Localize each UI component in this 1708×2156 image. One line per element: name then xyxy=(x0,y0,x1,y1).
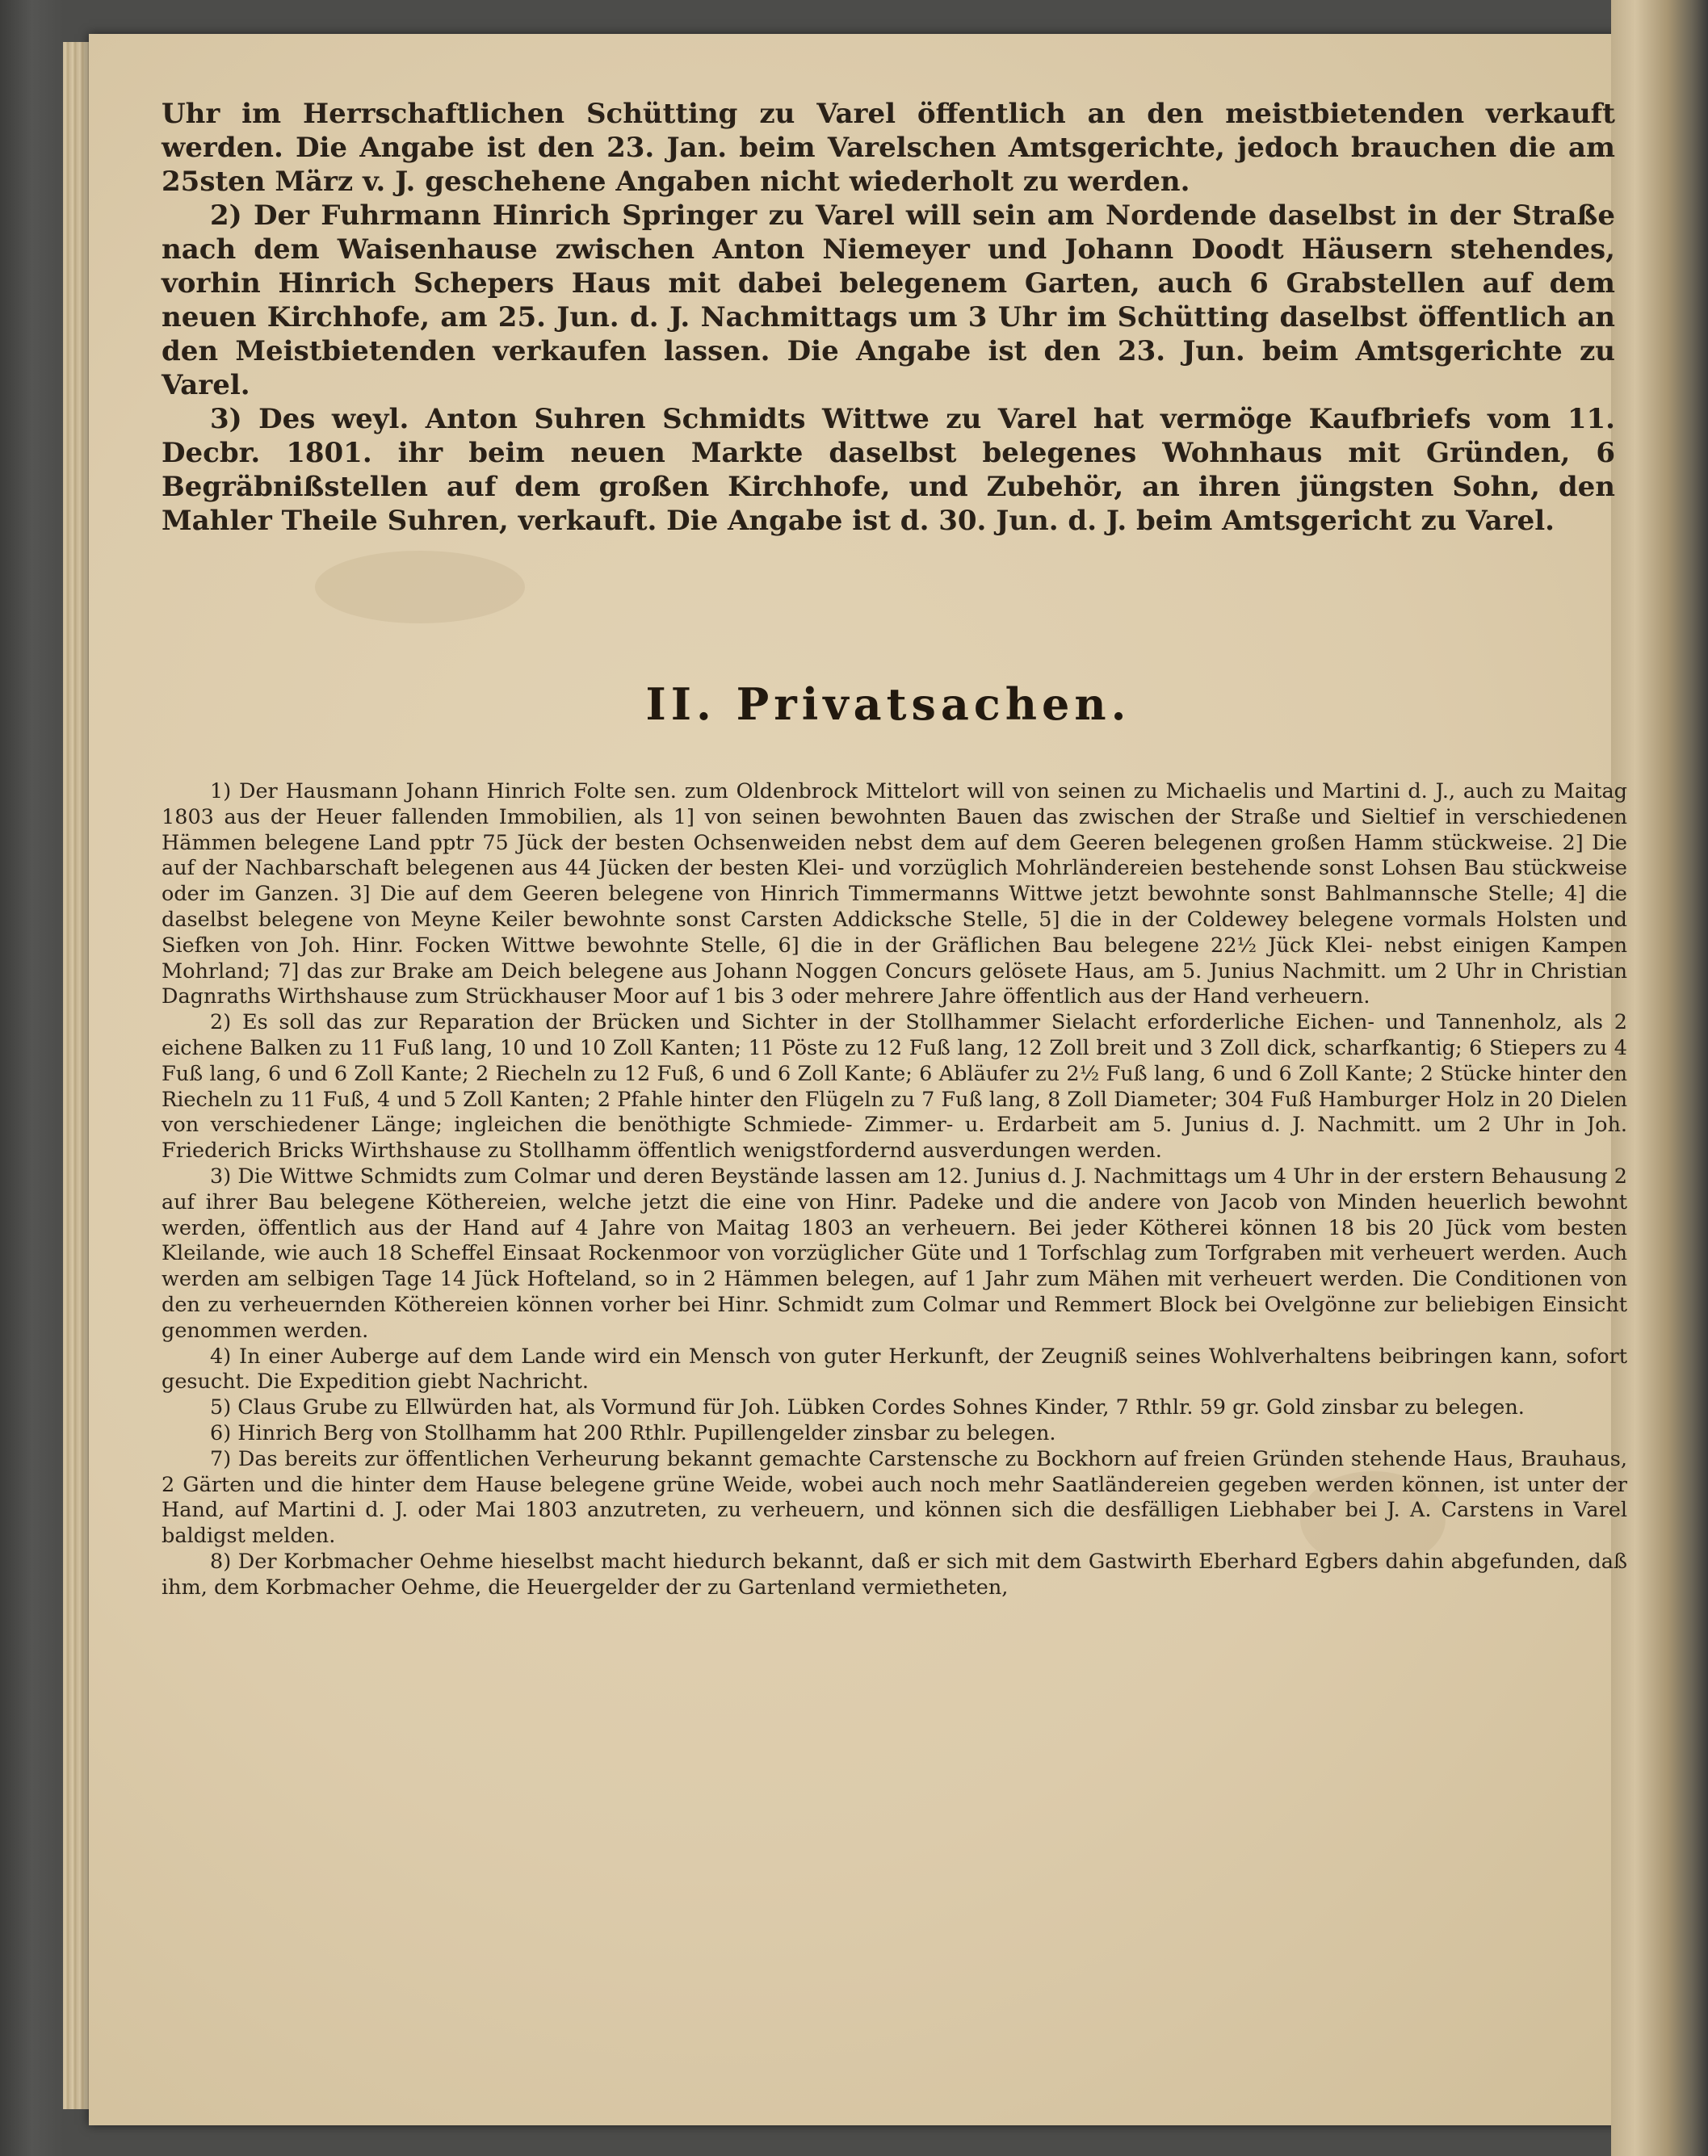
notice-6: 6) Hinrich Berg von Stollhamm hat 200 Rthlr. Pupillengelder zinsbar zu belegen. xyxy=(210,1420,1056,1445)
notice-1: 1) Der Hausmann Johann Hinrich Folte sen. zum Oldenbrock Mittelort will von seinen zu Michaelis und Martini d. J., auch zu Maitag 1803 aus der Heuer fallenden Immobilien, als 1] von seinen bewohnten Bauen das zwischen der Straße und Sieltief in verschiedenen Hämmen belegene Land pptr 75 Jück der besten Ochsenweiden nebst dem auf dem Geeren belegenen großen Hamm stückweise. 2] Die auf der Nachbarschaft belegenen aus 44 Jücken der besten Klei- und vorzüglich Mohrländereien bestehende sonst Lohsen Bau stückweise oder im Ganzen. 3] Die auf dem Geeren belegene von Hinrich Timmermanns Wittwe jetzt bewohnte sonst Bahlmannsche Stelle; 4] die daselbst belegene von Meyne Keiler bewohnte sonst Carsten Addicksche Stelle, 5] die in der Coldewey belegene vormals Holsten und Siefken von Joh. Hinr. Focken Wittwe bewohnte Stelle, 6] die in der Gräflichen Bau belegene 22½ Jück Klei- nebst einigen Kampen Mohrland; 7] das zur Brake am Deich belegene aus Johann Noggen Concurs gelösete Haus, am 5. Junius Nachmitt. um 2 Uhr in Christian Dagnraths Wirthshause zum Strückhauser Moor auf 1 bis 3 oder mehrere Jahre öffentlich aus der Hand verheuern. xyxy=(162,779,1627,1009)
paragraph-continuation: Uhr im Herrschaftlichen Schütting zu Varel öffentlich an den meistbietenden verkauft werden. Die Angabe ist den 23. Jan. beim Varelschen Amtsgerichte, jedoch brauchen die am 25sten März v. J. geschehene Angaben nicht wiederholt zu werden. xyxy=(162,98,1615,198)
upper-text-block xyxy=(162,97,1615,538)
paper-stain xyxy=(315,551,525,623)
section-heading: II. Privatsachen. xyxy=(645,678,1131,730)
paragraph-3: 3) Des weyl. Anton Suhren Schmidts Wittwe zu Varel hat vermöge Kaufbriefs vom 11. Decbr. 1801. ihr beim neuen Markte daselbst belegenes Wohnhaus mit Gründen, 6 Begräbnißstellen auf dem großen Kirchhofe, und Zubehör, an ihren jüngsten Sohn, den Mahler Theile Suhren, verkauft. Die Angabe ist d. 30. Jun. d. J. beim Amtsgericht zu Varel. xyxy=(162,403,1615,537)
notice-8: 8) Der Korbmacher Oehme hieselbst macht hiedurch bekannt, daß er sich mit dem Gastwirth Eberhard Egbers dahin abgefunden, daß ihm, dem Korbmacher Oehme, die Heuergelder der zu Gartenland vermietheten, xyxy=(162,1549,1627,1600)
paragraph-2: 2) Der Fuhrmann Hinrich Springer zu Varel will sein am Nordende daselbst in der Straße nach dem Waisenhause zwischen Anton Niemeyer und Johann Doodt Häusern stehendes, vorhin Hinrich Schepers Haus mit dabei belegenem Garten, auch 6 Grabstellen auf dem neuen Kirchhofe, am 25. Jun. d. J. Nachmittags um 3 Uhr im Schütting daselbst öffentlich an den Meistbietenden verkaufen lassen. Die Angabe ist den 23. Jun. beim Amtsgerichte zu Varel. xyxy=(162,199,1615,401)
notice-5: 5) Claus Grube zu Ellwürden hat, als Vormund für Joh. Lübken Cordes Sohnes Kinder, 7 Rthlr. 59 gr. Gold zinsbar zu belegen. xyxy=(210,1395,1525,1420)
notice-7: 7) Das bereits zur öffentlichen Verheurung bekannt gemachte Carstensche zu Bockhorn auf freien Gründen stehende Haus, Brauhaus, 2 Gärten und die hinter dem Hause belegene grüne Weide, wobei auch noch mehr Saatländereien gegeben werden können, ist unter der Hand, auf Martini d. J. oder Mai 1803 anzutreten, zu verheuern, und können sich die desfälligen Liebhaber bei J. A. Carstens in Varel baldigst melden. xyxy=(162,1446,1627,1549)
notice-4: 4) In einer Auberge auf dem Lande wird ein Mensch von guter Herkunft, der Zeugniß seines Wohlverhaltens beibringen kann, sofort gesucht. Die Expedition giebt Nachricht. xyxy=(162,1344,1627,1395)
private-matters-text xyxy=(162,779,1627,1601)
notice-3: 3) Die Wittwe Schmidts zum Colmar und deren Beystände lassen am 12. Junius d. J. Nachmittags um 4 Uhr in der erstern Behausung 2 auf ihrer Bau belegene Köthereien, welche jetzt die eine von Hinr. Padeke und die andere von Jacob von Minden heuerlich bewohnt werden, öffentlich aus der Hand auf 4 Jahre von Maitag 1803 an verheuern. Bei jeder Kötherei können 18 bis 20 Jück vom besten Kleilande, wie auch 18 Scheffel Einsaat Rockenmoor von vorzüglicher Güte und 1 Torfschlag zum Torfgraben mit verheuert werden. Auch werden am selbigen Tage 14 Jück Hofteland, so in 2 Hämmen belegen, auf 1 Jahr zum Mähen mit verheuert werden. Die Conditionen von den zu verheuernden Köthereien können vorher bei Hinr. Schmidt zum Colmar und Remmert Block bei Ovelgönne zur beliebigen Einsicht genommen werden. xyxy=(162,1164,1627,1343)
notice-2: 2) Es soll das zur Reparation der Brücken und Sichter in der Stollhammer Sielacht erforderliche Eichen- und Tannenholz, als 2 eichene Balken zu 11 Fuß lang, 10 und 10 Zoll Kanten; 11 Pöste zu 12 Fuß lang, 12 Zoll breit und 3 Zoll dick, scharfkantig; 6 Stiepers zu 4 Fuß lang, 6 und 6 Zoll Kante; 2 Riecheln zu 12 Fuß, 6 und 6 Zoll Kante; 6 Abläufer zu 2½ Fuß lang, 6 und 6 Zoll Kante; 2 Stücke hinter den Riecheln zu 11 Fuß, 4 und 5 Zoll Kanten; 2 Pfahle hinter den Flügeln zu 7 Fuß lang, 8 Zoll Diameter; 304 Fuß Hamburger Holz in 20 Dielen von verschiedener Länge; ingleichen die benöthigte Schmiede- Zimmer- u. Erdarbeit am 5. Junius d. J. Nachmitt. um 2 Uhr in Joh. Friederich Bricks Wirthshause zu Stollhamm öffentlich wenigstfordernd ausverdungen werden. xyxy=(162,1010,1627,1164)
